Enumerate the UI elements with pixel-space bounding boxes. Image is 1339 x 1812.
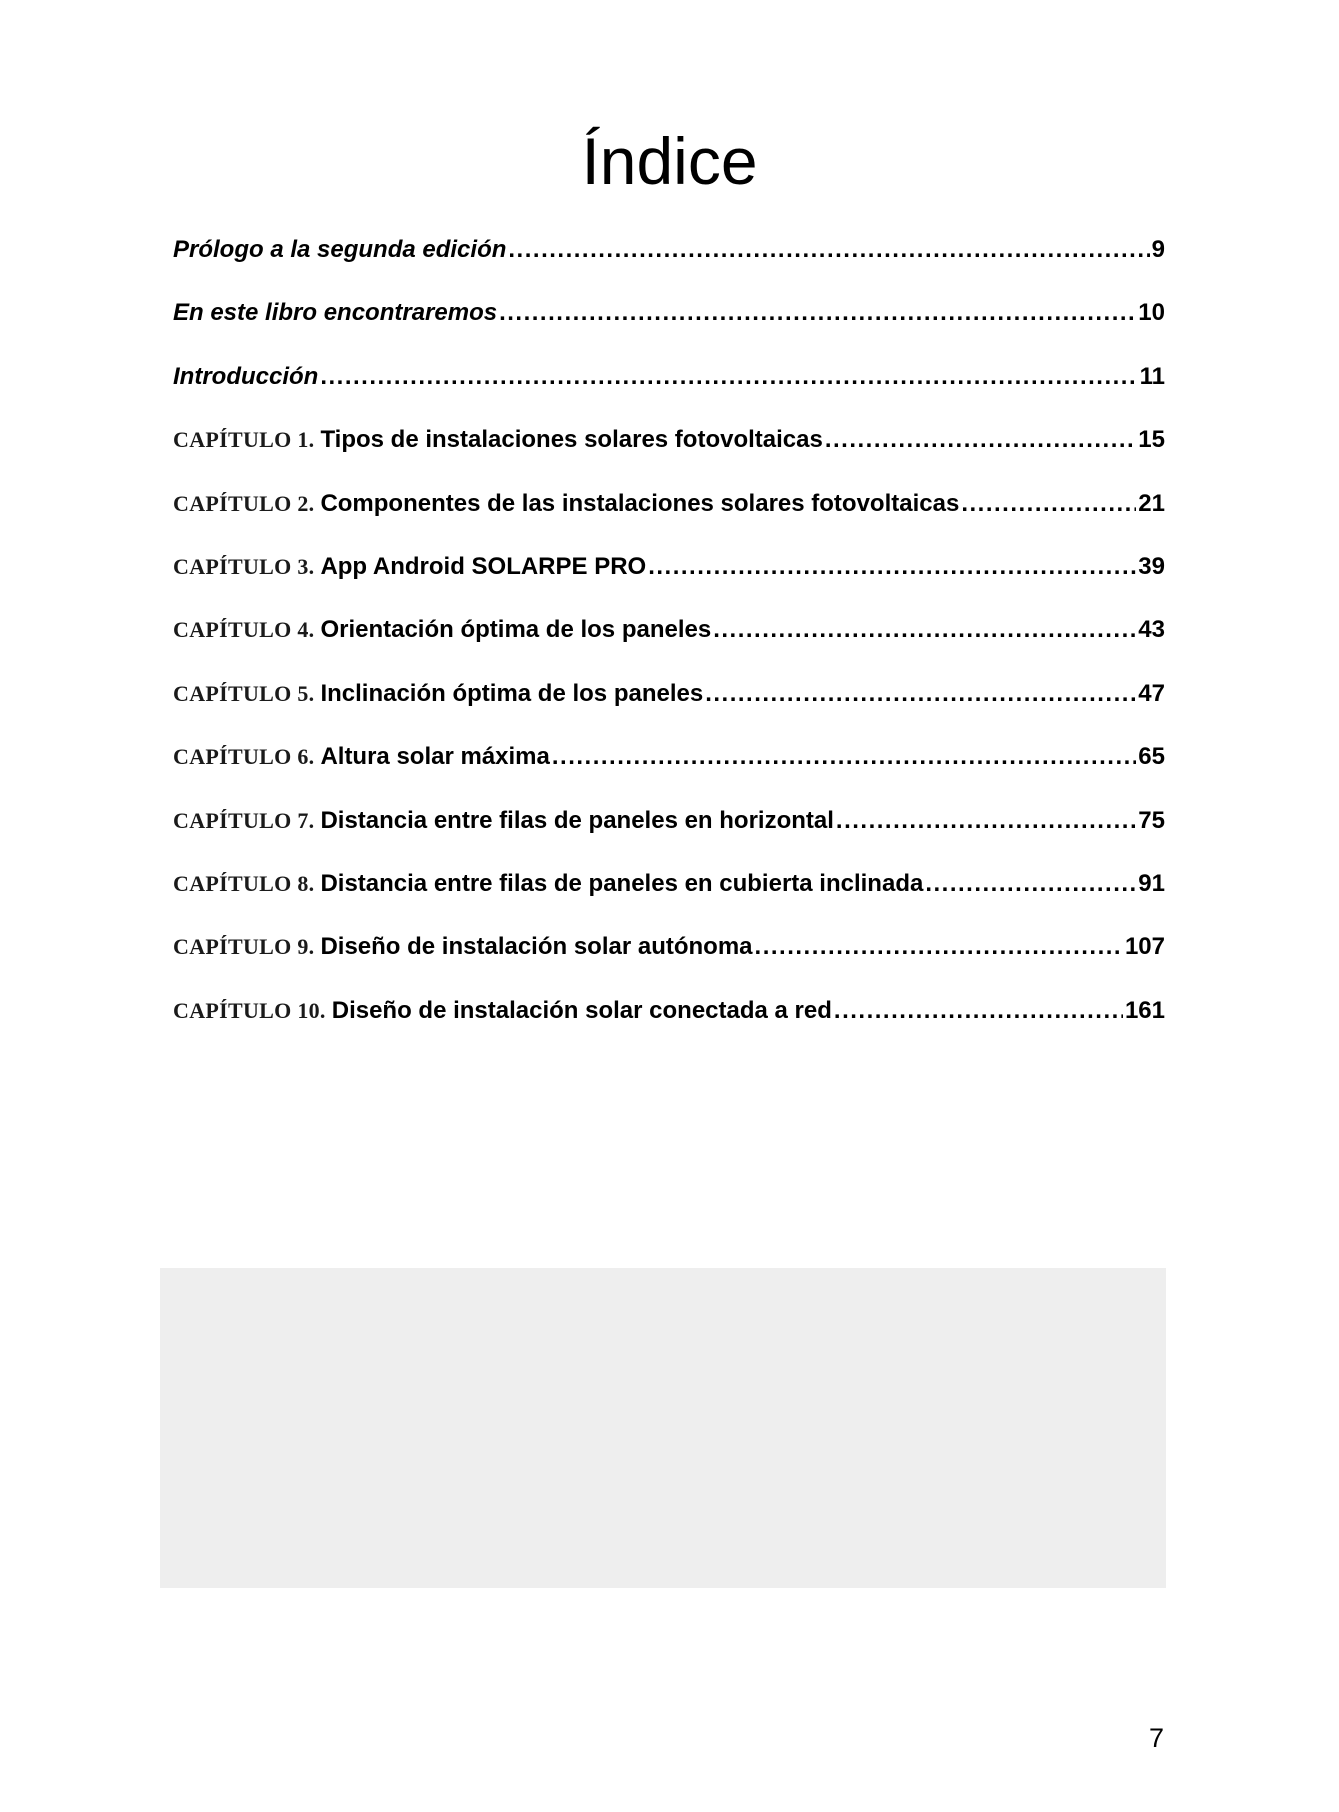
toc-leader-dots — [713, 616, 1136, 644]
toc-leader-dots — [755, 933, 1123, 961]
toc-entry[interactable] — [173, 743, 1165, 806]
toc-leader-dots — [499, 299, 1136, 327]
toc-chapter-prefix: CAPÍTULO 4. — [173, 617, 315, 643]
toc-chapter-prefix: CAPÍTULO 1. — [173, 427, 315, 453]
toc-leader-dots — [836, 807, 1136, 835]
toc-entry-label: Orientación óptima de los paneles — [320, 616, 712, 644]
toc-entry[interactable] — [173, 807, 1165, 870]
toc-entry-label: En este libro encontraremos — [173, 299, 498, 327]
toc-entry-page: 15 — [1138, 426, 1165, 454]
toc-entry[interactable] — [173, 363, 1165, 426]
toc-entry-page: 43 — [1138, 616, 1165, 644]
toc-entry-page: 10 — [1138, 299, 1165, 327]
toc-entry[interactable] — [173, 680, 1165, 743]
toc-entry[interactable] — [173, 933, 1165, 996]
toc-leader-dots — [825, 426, 1136, 454]
toc-entry-label: Altura solar máxima — [320, 743, 550, 771]
toc-entry-label: Componentes de las instalaciones solares fotovoltaicas — [320, 489, 960, 517]
toc-leader-dots — [961, 490, 1136, 518]
toc-chapter-prefix: CAPÍTULO 10. — [173, 997, 326, 1023]
toc-chapter-prefix: CAPÍTULO 2. — [173, 490, 315, 516]
toc-leader-dots — [508, 236, 1149, 264]
table-of-contents — [173, 236, 1165, 1060]
toc-chapter-prefix: CAPÍTULO 5. — [173, 680, 315, 706]
toc-chapter-prefix: CAPÍTULO 9. — [173, 934, 315, 960]
toc-leader-dots — [705, 680, 1136, 708]
toc-entry[interactable] — [173, 236, 1165, 299]
image-placeholder — [160, 1268, 1166, 1588]
toc-entry[interactable] — [173, 299, 1165, 362]
toc-entry[interactable] — [173, 426, 1165, 489]
toc-entry-label: Inclinación óptima de los paneles — [320, 679, 704, 707]
page-number: 7 — [1148, 1723, 1164, 1753]
toc-entry-page: 107 — [1124, 933, 1165, 961]
toc-leader-dots — [552, 743, 1136, 771]
toc-leader-dots — [320, 363, 1137, 391]
toc-entry-page: 75 — [1138, 806, 1165, 834]
toc-entry-page: 161 — [1124, 996, 1165, 1024]
toc-chapter-prefix: CAPÍTULO 6. — [173, 744, 315, 770]
toc-leader-dots — [648, 553, 1136, 581]
page-title: Índice — [581, 124, 758, 198]
toc-entry-label: Distancia entre filas de paneles en horizontal — [320, 806, 834, 834]
toc-entry[interactable] — [173, 616, 1165, 679]
toc-entry-label: Introducción — [173, 362, 319, 390]
toc-entry[interactable] — [173, 490, 1165, 553]
toc-entry-page: 9 — [1151, 236, 1165, 263]
toc-entry-page: 39 — [1138, 552, 1165, 580]
toc-chapter-prefix: CAPÍTULO 3. — [173, 553, 315, 579]
toc-entry[interactable] — [173, 870, 1165, 933]
toc-entry-label: App Android SOLARPE PRO — [320, 552, 647, 580]
toc-leader-dots — [925, 870, 1136, 898]
toc-entry-label: Prólogo a la segunda edición — [173, 236, 507, 263]
toc-entry[interactable] — [173, 553, 1165, 616]
toc-entry-page: 65 — [1138, 743, 1165, 771]
toc-entry-page: 91 — [1138, 869, 1165, 897]
toc-entry-label: Diseño de instalación solar autónoma — [320, 933, 753, 961]
toc-leader-dots — [834, 997, 1123, 1025]
toc-chapter-prefix: CAPÍTULO 8. — [173, 870, 315, 896]
toc-entry[interactable] — [173, 997, 1165, 1060]
toc-entry-label: Distancia entre filas de paneles en cubierta inclinada — [320, 869, 924, 897]
toc-entry-page: 21 — [1138, 489, 1165, 517]
toc-chapter-prefix: CAPÍTULO 7. — [173, 807, 315, 833]
toc-entry-page: 11 — [1139, 362, 1165, 390]
toc-entry-label: Diseño de instalación solar conectada a red — [331, 996, 832, 1024]
toc-entry-label: Tipos de instalaciones solares fotovoltaicas — [320, 426, 823, 454]
toc-entry-page: 47 — [1138, 679, 1165, 707]
